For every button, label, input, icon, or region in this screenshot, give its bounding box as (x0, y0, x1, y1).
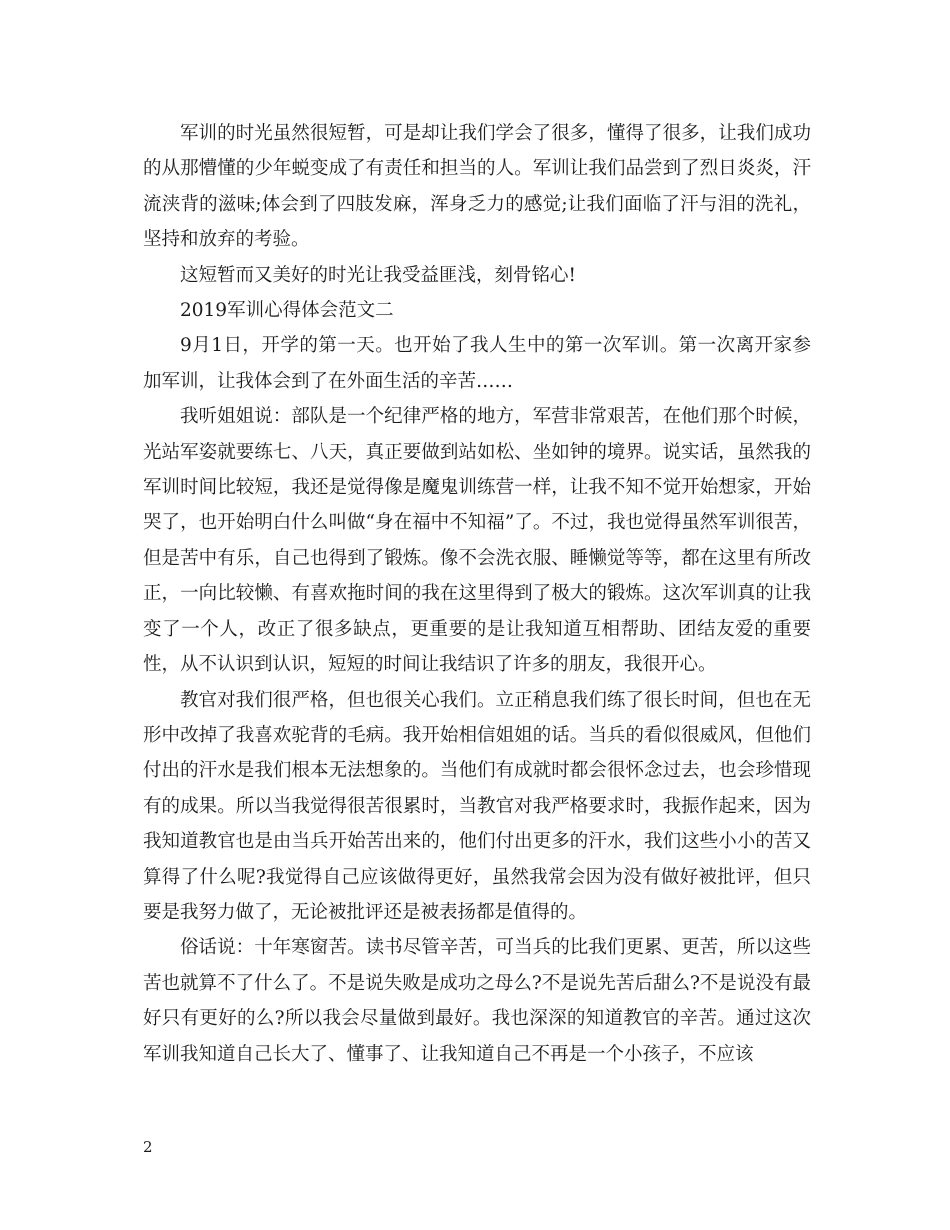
paragraph-4: 我听姐姐说：部队是一个纪律严格的地方，军营非常艰苦，在他们那个时候，光站军姿就要练七、八天，真正要做到站如松、坐如钟的境界。说实话，虽然我的军训时间比较短，我还是觉得像是魔鬼训练营一样，让我不知不觉开始想家，开始哭了，也开始明白什么叫做“身在福中不知福”了。不过，我也觉得虽然军训很苦，但是苦中有乐，自己也得到了锻炼。像不会洗衣服、睡懒觉等等，都在这里有所改正，一向比较懒、有喜欢拖时间的我在这里得到了极大的锻炼。这次军训真的让我变了一个人，改正了很多缺点，更重要的是让我知道互相帮助、团结友爱的重要性，从不认识到认识，短短的时间让我结识了许多的朋友，我很开心。 (143, 406, 811, 676)
paragraph-2: 这短暂而又美好的时光让我受益匪浅，刻骨铭心! (180, 264, 576, 286)
document-body (143, 116, 811, 1072)
paragraph-1: 军训的时光虽然很短暂，可是却让我们学会了很多，懂得了很多，让我们成功的从那懵懂的少年蜕变成了有责任和担当的人。军训让我们品尝到了烈日炎炎，汗流浃背的滋味;体会到了四肢发麻，浑身乏力的感觉;让我们面临了汗与泪的洗礼，坚持和放弃的考验。 (143, 123, 811, 251)
paragraph-6: 俗话说：十年寒窗苦。读书尽管辛苦，可当兵的比我们更累、更苦，所以这些苦也就算不了什么了。不是说失败是成功之母么?不是说先苦后甜么?不是说没有最好只有更好的么?所以我会尽量做到最好。我也深深的知道教官的辛苦。通过这次军训我知道自己长大了、懂事了、让我知道自己不再是一个小孩子，不应该 (143, 937, 811, 1065)
section-heading: 2019军训心得体会范文二 (180, 300, 394, 322)
page-number: 2 (143, 1138, 153, 1156)
paragraph-5: 教官对我们很严格，但也很关心我们。立正稍息我们练了很长时间，但也在无形中改掉了我喜欢驼背的毛病。我开始相信姐姐的话。当兵的看似很威风，但他们付出的汗水是我们根本无法想象的。当他们有成就时都会很怀念过去，也会珍惜现有的成果。所以当我觉得很苦很累时，当教官对我严格要求时，我振作起来，因为我知道教官也是由当兵开始苦出来的，他们付出更多的汗水，我们这些小小的苦又算得了什么呢?我觉得自己应该做得更好，虽然我常会因为没有做好被批评，但只要是我努力做了，无论被批评还是被表扬都是值得的。 (143, 689, 811, 923)
paragraph-3: 9月1日，开学的第一天。也开始了我人生中的第一次军训。第一次离开家参加军训，让我体会到了在外面生活的辛苦…… (143, 335, 811, 392)
